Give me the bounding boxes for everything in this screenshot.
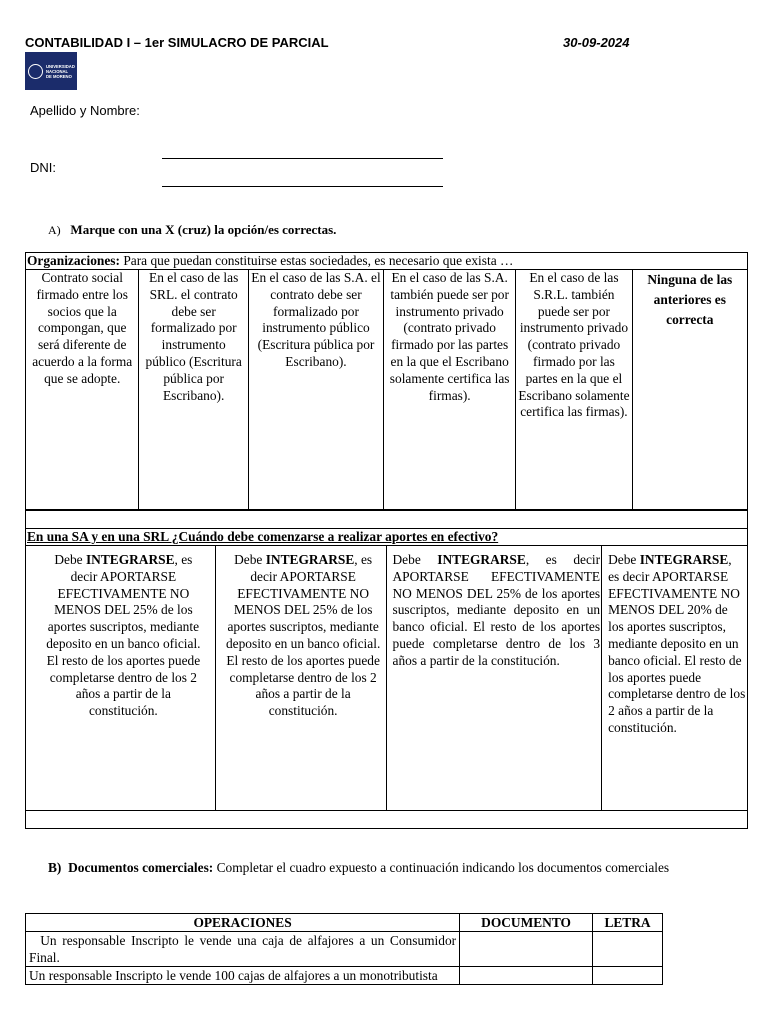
q2-option-1-post: , es decir APORTARSE EFECTIVAMENTE NO MENOS DEL 25% de los aportes suscriptos, mediante deposito en un banco oficial. El resto de los aportes puede completarse dentro de los 2 años a partir de la constitución. bbox=[46, 552, 201, 719]
q2-option-4-bold: INTEGRARSE bbox=[639, 552, 729, 567]
document-title: CONTABILIDAD I – 1er SIMULACRO DE PARCIAL bbox=[25, 35, 329, 50]
q2-option-4[interactable] bbox=[602, 546, 748, 811]
name-input-line[interactable] bbox=[162, 158, 443, 159]
spacer-row bbox=[26, 511, 748, 529]
logo-text-line-1: UNIVERSIDAD bbox=[46, 63, 75, 69]
university-emblem-icon bbox=[28, 64, 43, 79]
q2-option-1-bold: INTEGRARSE bbox=[85, 552, 175, 567]
letter-cell-1[interactable] bbox=[593, 932, 663, 967]
table-row bbox=[26, 967, 663, 985]
q2-option-3-bold: INTEGRARSE bbox=[437, 552, 526, 567]
operation-cell-2: Un responsable Inscripto le vende 100 cajas de alfajores a un monotributista bbox=[26, 967, 460, 985]
col-header-operaciones: OPERACIONES bbox=[26, 914, 460, 932]
q2-option-2[interactable] bbox=[215, 546, 386, 811]
q2-option-1[interactable] bbox=[26, 546, 216, 811]
col-header-letra: LETRA bbox=[593, 914, 663, 932]
q2-option-2-post: , es decir APORTARSE EFECTIVAMENTE NO MENOS DEL 25% de los aportes suscriptos, mediante deposito en un banco oficial. El resto de los aportes puede completarse dentro de los 2 años a partir de la constitución. bbox=[225, 552, 381, 719]
q2-option-3-pre: Debe bbox=[392, 552, 438, 567]
spacer-row-2 bbox=[26, 811, 748, 829]
dni-input-line[interactable] bbox=[162, 186, 443, 187]
documents-table bbox=[25, 913, 663, 985]
q2-option-4-pre: Debe bbox=[608, 552, 640, 567]
q2-option-1-pre: Debe bbox=[54, 552, 86, 567]
section-b-label: Documentos comerciales: bbox=[68, 860, 214, 875]
document-cell-1[interactable] bbox=[460, 932, 593, 967]
q2-option-2-bold: INTEGRARSE bbox=[265, 552, 355, 567]
section-a-marker: A) bbox=[48, 223, 61, 237]
logo-text-line-3: DE MORENO bbox=[46, 73, 72, 79]
q2-option-3-post: , es decir APORTARSE EFECTIVAMENTE NO MENOS DEL 25% de los aportes suscriptos, mediante deposito en un banco oficial. El resto de los aportes puede completarse dentro de los 3 años a partir de la constitución. bbox=[392, 552, 601, 668]
q1-option-1[interactable]: Contrato social firmado entre los socios que la compongan, que será diferente de acuerdo a la forma que se adopte. bbox=[26, 270, 139, 510]
letter-cell-2[interactable] bbox=[593, 967, 663, 985]
q1-option-3[interactable]: En el caso de las S.A. el contrato debe ser formalizado por instrumento público (Escritura pública por Escribano). bbox=[248, 270, 383, 510]
q1-option-5[interactable]: En el caso de las S.R.L. también puede ser por instrumento privado (contrato privado firmado por las partes en la que el Escribano solamente certifica las firmas). bbox=[516, 270, 632, 510]
section-a-instruction: Marque con una X (cruz) la opción/es correctas. bbox=[70, 222, 337, 237]
document-date: 30-09-2024 bbox=[563, 35, 630, 50]
question-2-prompt: En una SA y en una SRL ¿Cuándo debe comenzarse a realizar aportes en efectivo? bbox=[26, 529, 748, 546]
table-row bbox=[26, 932, 663, 967]
question-1-label: Organizaciones: bbox=[27, 253, 120, 268]
name-label: Apellido y Nombre: bbox=[30, 103, 140, 118]
multiple-choice-table bbox=[25, 252, 748, 510]
document-cell-2[interactable] bbox=[460, 967, 593, 985]
section-a-heading bbox=[48, 222, 336, 238]
question-1-prompt bbox=[26, 253, 748, 270]
q1-option-2[interactable]: En el caso de las SRL. el contrato debe ser formalizado por instrumento público (Escritura pública por Escribano). bbox=[139, 270, 248, 510]
dni-label: DNI: bbox=[30, 160, 56, 175]
section-b-text: Completar el cuadro expuesto a continuación indicando los documentos comerciales bbox=[213, 860, 670, 875]
col-header-documento: DOCUMENTO bbox=[460, 914, 593, 932]
question-1-text: Para que puedan constituirse estas sociedades, es necesario que exista … bbox=[119, 253, 514, 268]
operation-cell-1: Un responsable Inscripto le vende una caja de alfajores a un Consumidor Final. bbox=[26, 932, 460, 967]
q1-option-4[interactable]: En el caso de las S.A. también puede ser por instrumento privado (contrato privado firmado por las partes en la que el Escribano solamente certifica las firmas). bbox=[384, 270, 516, 510]
q2-option-2-pre: Debe bbox=[234, 552, 266, 567]
logo-text-line-2: NACIONAL bbox=[46, 68, 69, 74]
section-b-marker: B) bbox=[48, 860, 62, 875]
university-logo bbox=[25, 52, 77, 90]
q2-option-3[interactable] bbox=[386, 546, 602, 811]
multiple-choice-table-2 bbox=[25, 510, 748, 829]
q2-option-4-post: , es decir APORTARSE EFECTIVAMENTE NO MENOS DEL 20% de los aportes suscriptos, mediante deposito en un banco oficial. El resto de los aportes puede completarse dentro de los 2 años a partir de la constitución. bbox=[608, 552, 746, 735]
q1-option-6[interactable]: Ninguna de las anteriores es correcta bbox=[632, 270, 747, 510]
section-b-heading bbox=[48, 860, 669, 876]
